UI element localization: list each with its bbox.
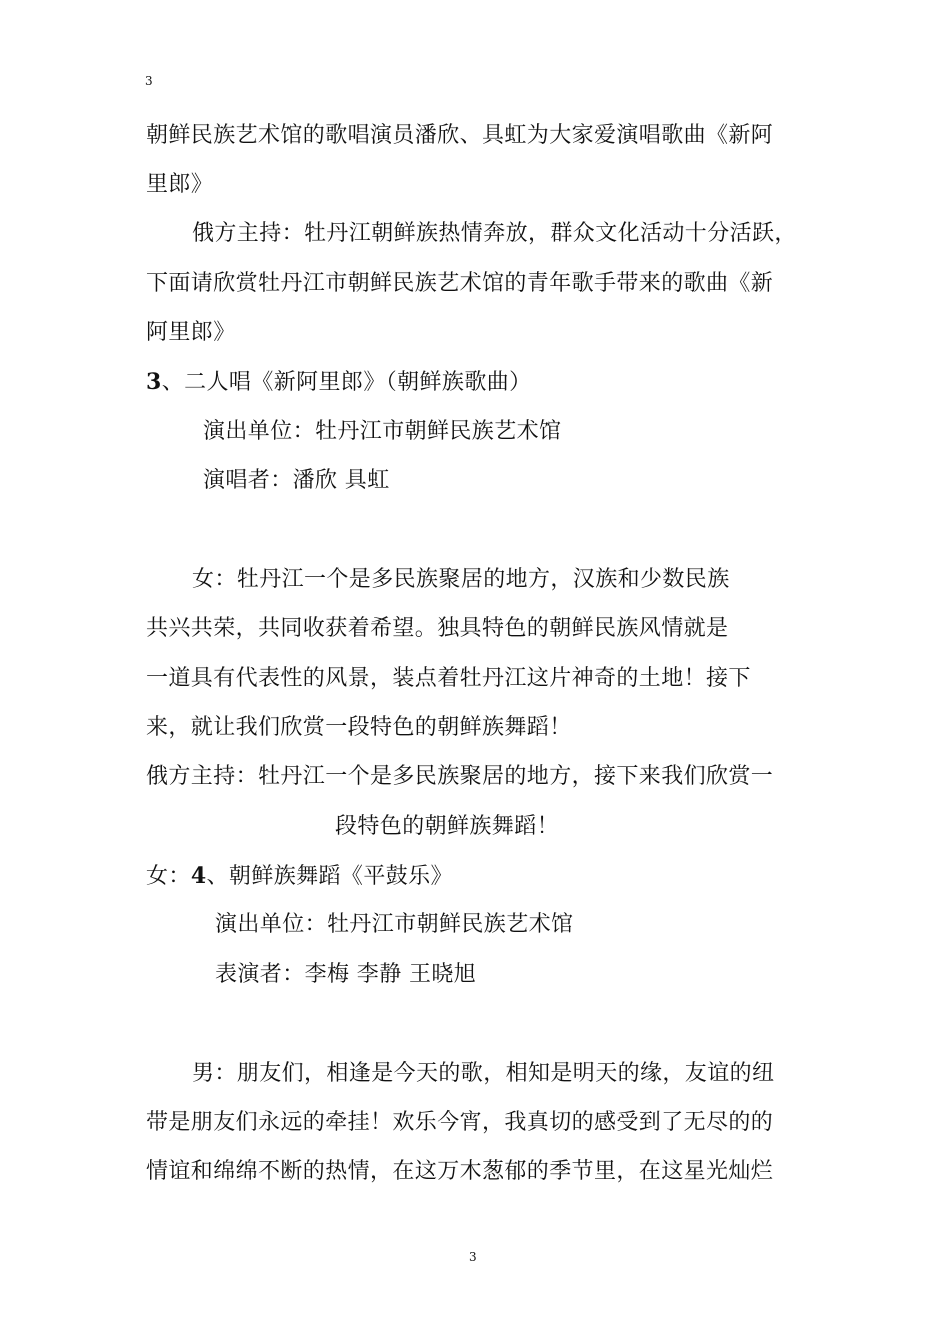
program-item-3 (146, 367, 532, 398)
text-line-9: 女：牡丹江一个是多民族聚居的地方，汉族和少数民族 (192, 567, 730, 592)
text-line-19: 带是朋友们永远的牵挂！欢乐今宵，我真切的感受到了无尽的的 (146, 1110, 774, 1135)
text-line-14: 段特色的朝鲜族舞蹈！ (335, 814, 560, 839)
speaker-prefix: 女： (146, 864, 191, 889)
text-line-3: 俄方主持：牡丹江朝鲜族热情奔放，群众文化活动十分活跃， (192, 221, 797, 246)
text-line-1: 朝鲜民族艺术馆的歌唱演员潘欣、具虹为大家爱演唱歌曲《新阿 (146, 123, 774, 148)
text-line-2: 里郎》 (146, 172, 214, 197)
program-item-4 (146, 861, 453, 892)
text-line-5: 阿里郎》 (146, 320, 236, 345)
text-line-12: 来，就让我们欣赏一段特色的朝鲜族舞蹈！ (146, 715, 572, 740)
text-line-11: 一道具有代表性的风景，装点着牡丹江这片神奇的土地！接下 (146, 666, 751, 691)
performer-unit-3: 演出单位：牡丹江市朝鲜民族艺术馆 (203, 419, 562, 444)
item-title: 、朝鲜族舞蹈《平鼓乐》 (206, 864, 453, 889)
page-number-top: 3 (145, 74, 153, 88)
performers-4: 表演者：李梅 李静 王晓旭 (215, 962, 477, 987)
item-number: 3 (146, 369, 162, 395)
performers-3: 演唱者：潘欣 具虹 (203, 468, 390, 493)
item-number: 4 (190, 863, 207, 889)
item-title: 、二人唱《新阿里郎》（朝鲜族歌曲） (161, 370, 532, 395)
performer-unit-4: 演出单位：牡丹江市朝鲜民族艺术馆 (215, 912, 574, 937)
text-line-20: 情谊和绵绵不断的热情，在这万木葱郁的季节里，在这星光灿烂 (146, 1159, 774, 1184)
text-line-18: 男：朋友们，相逢是今天的歌，相知是明天的缘，友谊的纽 (192, 1061, 775, 1086)
text-line-13: 俄方主持：牡丹江一个是多民族聚居的地方，接下来我们欣赏一 (146, 764, 774, 789)
text-line-4: 下面请欣赏牡丹江市朝鲜民族艺术馆的青年歌手带来的歌曲《新 (146, 271, 774, 296)
page-number-bottom: 3 (469, 1250, 477, 1264)
text-line-10: 共兴共荣，共同收获着希望。独具特色的朝鲜民族风情就是 (146, 616, 729, 641)
